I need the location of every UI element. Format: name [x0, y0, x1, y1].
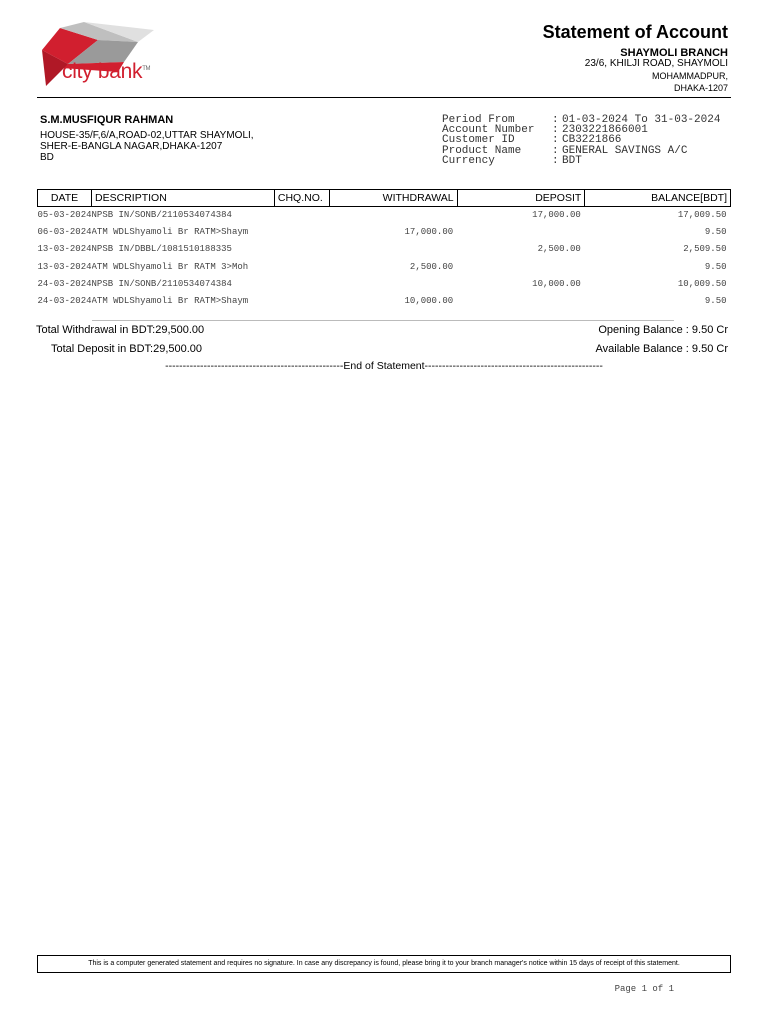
cell-withdrawal: 2,500.00 [409, 261, 454, 272]
cell-deposit [457, 292, 585, 309]
cell-date: 24-03-2024 [37, 278, 92, 289]
period-row: Period From : 01-03-2024 To 31-03-2024 [442, 114, 721, 126]
table-row [38, 275, 731, 292]
col-withdrawal: WITHDRAWAL [329, 190, 457, 207]
cell-description: ATM WDLShyamoli Br RATM>Shaym [91, 227, 249, 238]
cell-date: 13-03-2024 [37, 261, 92, 272]
cell-deposit [457, 258, 585, 275]
cell-chq [274, 207, 329, 224]
table-row [38, 241, 731, 258]
cell-description: ATM WDLShyamoli Br RATM 3>Moh [91, 261, 249, 272]
col-date: DATE [38, 190, 92, 207]
transactions-table [37, 189, 731, 310]
table-row [38, 258, 731, 275]
cell-withdrawal: 10,000.00 [404, 296, 454, 307]
cell-description: NPSB IN/SONB/2110534074384 [91, 278, 232, 289]
cell-chq [274, 258, 329, 275]
opening-balance: Opening Balance : 9.50 Cr [598, 324, 728, 336]
cell-deposit [457, 224, 585, 241]
cell-deposit: 2,500.00 [537, 244, 581, 255]
cell-withdrawal [329, 207, 457, 224]
cell-balance: 10,009.50 [677, 278, 727, 289]
logo-wordmark: city bank™ [62, 60, 151, 83]
cell-balance: 9.50 [704, 296, 727, 307]
cell-withdrawal [329, 241, 457, 258]
product-row: Product Name : GENERAL SAVINGS A/C [442, 144, 688, 157]
cell-chq [274, 275, 329, 292]
cell-date: 06-03-2024 [37, 227, 92, 238]
cell-date: 13-03-2024 [37, 244, 92, 255]
available-balance: Available Balance : 9.50 Cr [595, 343, 728, 355]
cell-balance: 9.50 [704, 261, 727, 272]
cell-description: NPSB IN/DBBL/1081510188335 [91, 244, 232, 255]
table-end-divider [92, 320, 674, 321]
cell-date: 05-03-2024 [37, 210, 92, 221]
branch-address: 23/6, KHILJI ROAD, SHAYMOLI MOHAMMADPUR, DHAKA-1207 [584, 58, 728, 93]
cell-withdrawal: 17,000.00 [404, 227, 454, 238]
page-title: Statement of Account [542, 22, 728, 42]
cell-chq [274, 241, 329, 258]
cell-description: NPSB IN/SONB/2110534074384 [91, 210, 232, 221]
cell-withdrawal [329, 275, 457, 292]
table-row [38, 224, 731, 241]
cell-balance: 17,009.50 [677, 210, 727, 221]
cell-date: 24-03-2024 [37, 296, 92, 307]
account-info [442, 115, 720, 166]
col-balance: BALANCE[BDT] [585, 190, 731, 207]
branch-name: SHAYMOLI BRANCH [620, 47, 728, 59]
cell-deposit: 17,000.00 [532, 210, 581, 221]
col-chq: CHQ.NO. [274, 190, 329, 207]
cell-description: ATM WDLShyamoli Br RATM>Shaym [91, 296, 249, 307]
table-header-row [38, 190, 731, 207]
customer-name: S.M.MUSFIQUR RAHMAN [40, 114, 174, 126]
header-divider [37, 97, 731, 98]
table-row [38, 207, 731, 224]
disclaimer-note: This is a computer generated statement and requires no signature. In case any discrepancy is found, please bring it to your branch manager's notice within 15 days of receipt of this statement. [37, 955, 731, 973]
customer-address: HOUSE-35/F,6/A,ROAD-02,UTTAR SHAYMOLI, SHER-E-BANGLA NAGAR,DHAKA-1207 BD [40, 130, 254, 163]
end-of-statement: ---------------------------------------------------End of Statement--------------------------------------------------- [165, 360, 603, 372]
page-number: Page 1 of 1 [614, 984, 674, 994]
col-deposit: DEPOSIT [457, 190, 585, 207]
account-number-row: Account Number : 2303221866001 [442, 124, 648, 137]
customer-id-row: Customer ID : CB3221866 [442, 134, 622, 147]
cell-deposit: 10,000.00 [532, 278, 581, 289]
cell-balance: 9.50 [704, 227, 727, 238]
cell-chq [274, 292, 329, 309]
table-row [38, 292, 731, 309]
cell-chq [274, 224, 329, 241]
col-description: DESCRIPTION [92, 190, 275, 207]
total-deposit: Total Deposit in BDT:29,500.00 [51, 343, 203, 355]
total-withdrawal: Total Withdrawal in BDT:29,500.00 [36, 324, 205, 336]
currency-row: Currency : BDT [442, 154, 582, 167]
cell-balance: 2,509.50 [683, 244, 727, 255]
